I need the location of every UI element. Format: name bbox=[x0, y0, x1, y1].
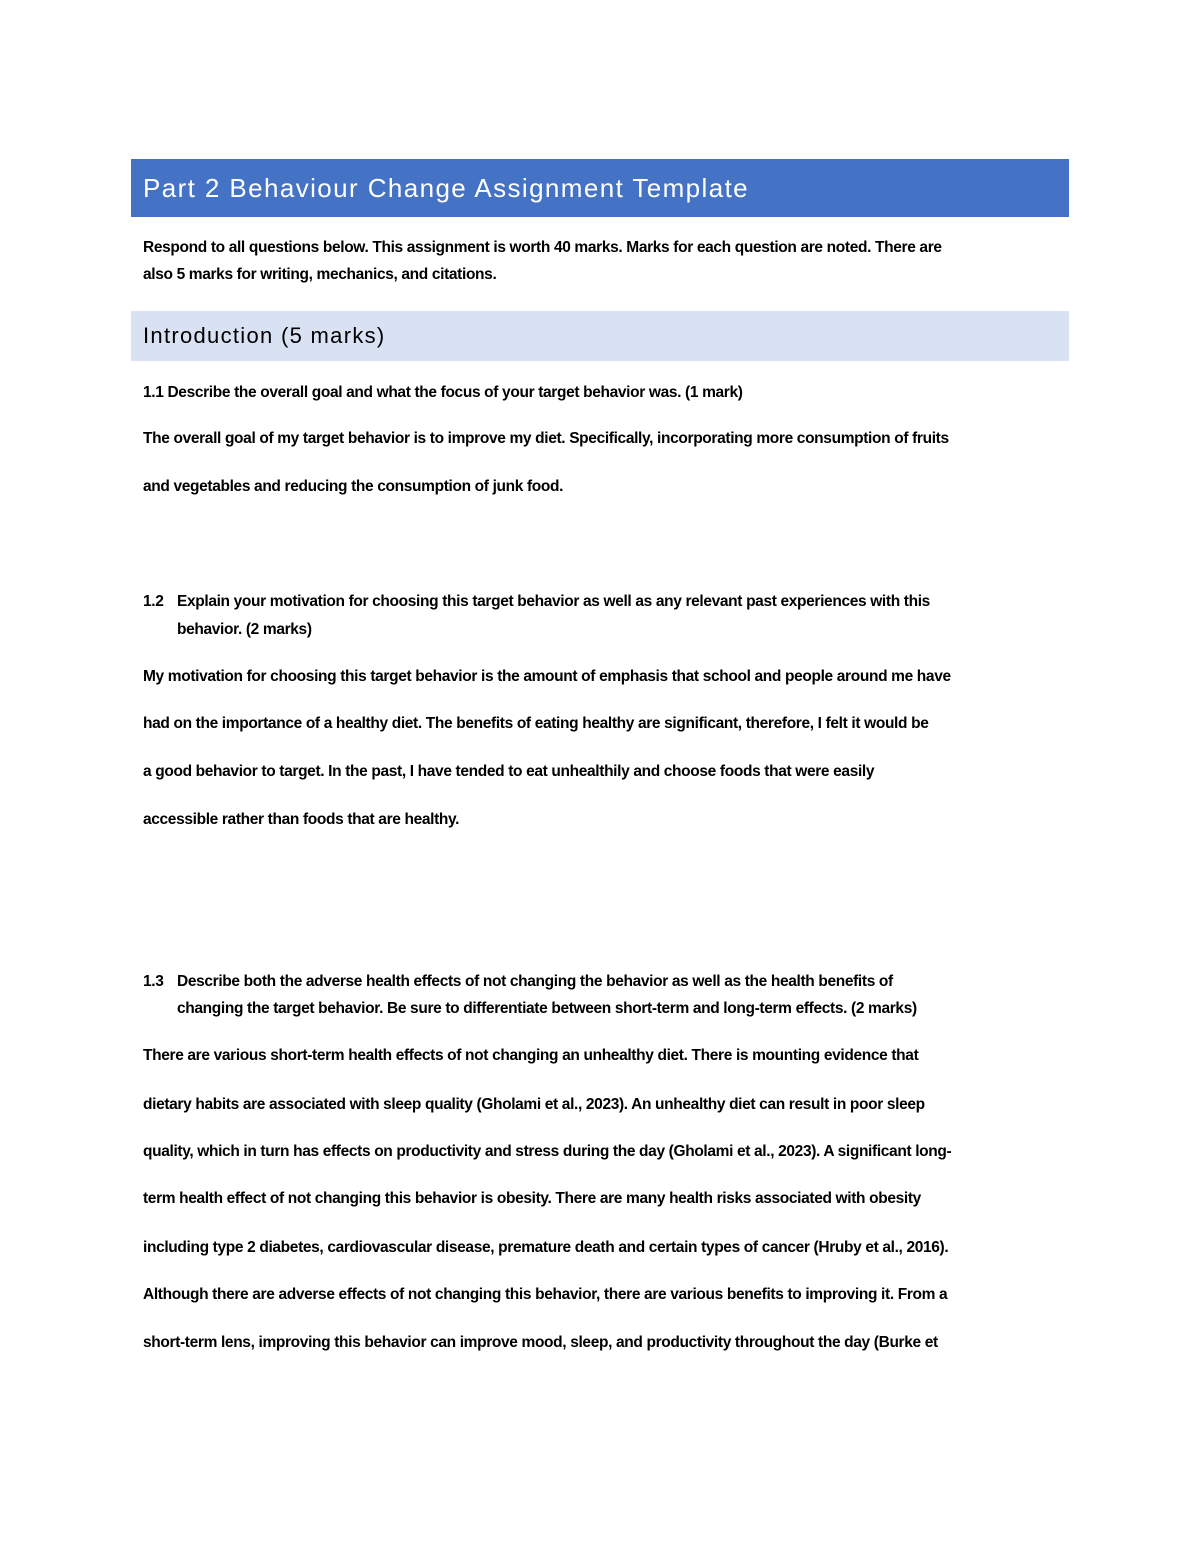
question-1-2-line-1 bbox=[143, 593, 930, 611]
instructions-line-1: Respond to all questions below. This assignment is worth 40 marks. Marks for each question are noted. There are bbox=[143, 239, 942, 256]
answer-1-2-line-2: had on the importance of a healthy diet. The benefits of eating healthy are significant, therefore, I felt it would be bbox=[143, 715, 929, 732]
question-1-2-number: 1.2 bbox=[143, 593, 164, 610]
title-banner bbox=[131, 159, 1069, 217]
answer-1-3-line-3: quality, which in turn has effects on productivity and stress during the day (Gholami et al., 2023). A significant long- bbox=[143, 1143, 952, 1160]
answer-1-2-line-3: a good behavior to target. In the past, I have tended to eat unhealthily and choose foods that were easily bbox=[143, 763, 875, 780]
answer-1-2-line-1: My motivation for choosing this target behavior is the amount of emphasis that school and people around me have bbox=[143, 668, 951, 685]
answer-1-2-line-4: accessible rather than foods that are healthy. bbox=[143, 811, 460, 828]
answer-1-3-line-2: dietary habits are associated with sleep quality (Gholami et al., 2023). An unhealthy diet can result in poor sleep bbox=[143, 1096, 925, 1113]
instructions-line-2: also 5 marks for writing, mechanics, and citations. bbox=[143, 266, 497, 283]
answer-1-3-line-6: Although there are adverse effects of not changing this behavior, there are various benefits to improving it. From a bbox=[143, 1286, 948, 1303]
question-1-3-number: 1.3 bbox=[143, 973, 164, 990]
question-1-2-text: Explain your motivation for choosing this target behavior as well as any relevant past experiences with this bbox=[177, 593, 930, 610]
answer-1-3-line-1: There are various short-term health effects of not changing an unhealthy diet. There is mounting evidence that bbox=[143, 1047, 919, 1064]
answer-1-3-line-5: including type 2 diabetes, cardiovascular disease, premature death and certain types of cancer (Hruby et al., 2016). bbox=[143, 1239, 949, 1256]
question-1-2-line-2: behavior. (2 marks) bbox=[177, 621, 312, 638]
document-title: Part 2 Behaviour Change Assignment Template bbox=[143, 172, 750, 203]
question-1-3-line-1 bbox=[143, 973, 893, 991]
answer-1-3-line-4: term health effect of not changing this behavior is obesity. There are many health risks associated with obesity bbox=[143, 1190, 921, 1207]
answer-1-3-line-7: short-term lens, improving this behavior can improve mood, sleep, and productivity throughout the day (Burke et bbox=[143, 1334, 938, 1351]
question-1-1: 1.1 Describe the overall goal and what the focus of your target behavior was. (1 mark) bbox=[143, 384, 743, 401]
question-1-3-line-2: changing the target behavior. Be sure to differentiate between short-term and long-term effects. (2 marks) bbox=[177, 1000, 917, 1017]
question-1-3-text: Describe both the adverse health effects of not changing the behavior as well as the health benefits of bbox=[177, 973, 893, 990]
answer-1-1-line-2: and vegetables and reducing the consumption of junk food. bbox=[143, 478, 564, 495]
section-banner bbox=[131, 311, 1069, 361]
section-heading: Introduction (5 marks) bbox=[143, 323, 386, 348]
answer-1-1-line-1: The overall goal of my target behavior is to improve my diet. Specifically, incorporating more consumption of fruits bbox=[143, 430, 949, 447]
